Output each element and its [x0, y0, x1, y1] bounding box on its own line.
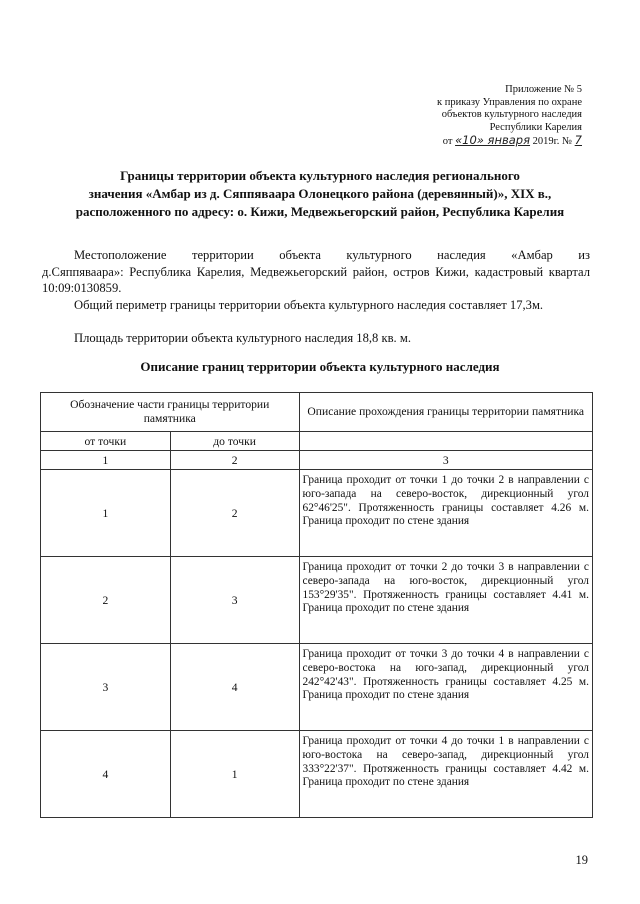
- handwritten-date: «10» января: [455, 133, 531, 148]
- table-row: [41, 644, 593, 731]
- col2-header: Описание прохождения границы территории памятника: [299, 393, 592, 432]
- from-point-cell: 1: [41, 470, 171, 557]
- title-line-1: Границы территории объекта культурного наследия регионального: [120, 168, 520, 183]
- date-prefix: от: [442, 136, 453, 148]
- location-paragraph: [42, 247, 590, 297]
- appendix-header: [382, 84, 582, 149]
- location-line-1: Местоположение территории объекта культурного наследия «Амбар из: [74, 248, 590, 262]
- appendix-number: Приложение № 5: [505, 84, 582, 95]
- title-line-2: значения «Амбар из д. Сяппяваара Олонецкого района (деревянный)», XIX в.,: [88, 186, 552, 201]
- perimeter-text: Общий периметр границы территории объекта культурного наследия составляет 17,3м.: [74, 298, 544, 312]
- boundary-description-cell: Граница проходит от точки 4 до точки 1 в направлении с юго-востока на северо-запад, дирекционный угол 333°22'37". Протяженность границы составляет 4.42 м. Граница проходит по стене здания: [299, 731, 592, 818]
- handwritten-number: 7: [574, 133, 582, 148]
- from-point-cell: 3: [41, 644, 171, 731]
- to-point-cell: 4: [170, 644, 299, 731]
- column-number-1: 1: [41, 451, 171, 470]
- table-row: [41, 557, 593, 644]
- to-point-cell: 2: [170, 470, 299, 557]
- boundary-table: [40, 392, 593, 818]
- boundary-description-cell: Граница проходит от точки 3 до точки 4 в направлении с северо-востока на юго-запад, дирекционный угол 242°42'43". Протяженность границы составляет 4.25 м. Граница проходит по стене здания: [299, 644, 592, 731]
- from-point-cell: 2: [41, 557, 171, 644]
- title-line-3: расположенного по адресу: о. Кижи, Медвежьегорский район, Республика Карелия: [75, 204, 565, 219]
- date-year: 2019г. №: [532, 136, 573, 148]
- table-subheader-row: [41, 432, 593, 451]
- order-reference: к приказу Управления по охране: [437, 96, 582, 108]
- table-header-row: [41, 393, 593, 432]
- subheader-empty-cell: [299, 432, 592, 451]
- authority-line: объектов культурного наследия: [441, 109, 582, 121]
- column-number-2: 2: [170, 451, 299, 470]
- perimeter-paragraph: [42, 297, 590, 314]
- page-number: 19: [575, 853, 588, 867]
- column-number-row: [41, 451, 593, 470]
- boundary-description-cell: Граница проходит от точки 1 до точки 2 в направлении с юго-запада на северо-восток, дирекционный угол 62°46'25". Протяженность границы составляет 4.26 м. Граница проходит по стене здания: [299, 470, 592, 557]
- table-row: [41, 470, 593, 557]
- boundary-description-cell: Граница проходит от точки 2 до точки 3 в направлении с северо-запада на юго-восток, дирекционный угол 153°29'35". Протяженность границы составляет 4.41 м. Граница проходит по стене здания: [299, 557, 592, 644]
- table-title: Описание границ территории объекта культурного наследия: [140, 359, 500, 374]
- to-point-header: до точки: [170, 432, 299, 451]
- from-point-header: от точки: [41, 432, 171, 451]
- document-title: [40, 167, 600, 221]
- to-point-cell: 1: [170, 731, 299, 818]
- table-row: [41, 731, 593, 818]
- order-date-line: [382, 134, 582, 149]
- col1-header: Обозначение части границы территории памятника: [41, 393, 300, 432]
- to-point-cell: 3: [170, 557, 299, 644]
- from-point-cell: 4: [41, 731, 171, 818]
- column-number-3: 3: [299, 451, 592, 470]
- area-paragraph: [42, 330, 590, 347]
- area-text: Площадь территории объекта культурного наследия 18,8 кв. м.: [74, 331, 411, 345]
- republic-line: Республики Карелия: [489, 121, 582, 133]
- location-line-rest: д.Сяппяваара»: Республика Карелия, Медвежьегорский район, остров Кижи, кадастровый квартал 10:09:0130859.: [42, 264, 590, 296]
